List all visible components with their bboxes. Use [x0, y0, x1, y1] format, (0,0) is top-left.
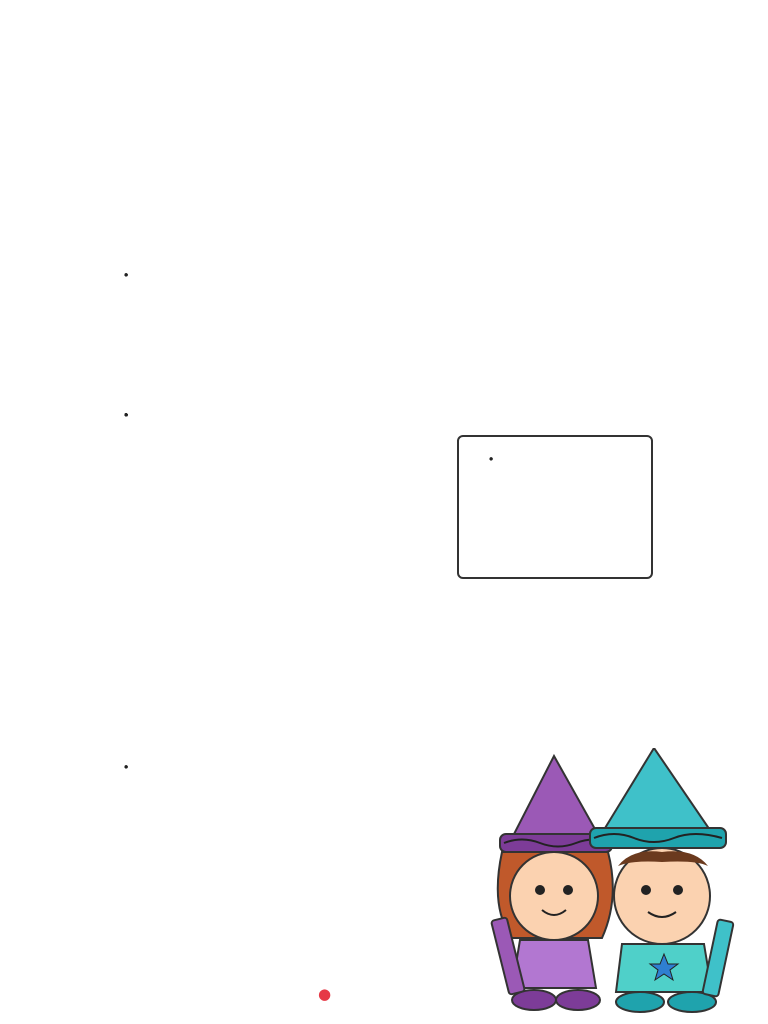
cleaning-materials-box	[457, 435, 653, 579]
apple-icon: ●	[318, 985, 333, 1003]
brand-logo	[318, 985, 332, 1003]
kids-illustration	[482, 748, 762, 1018]
